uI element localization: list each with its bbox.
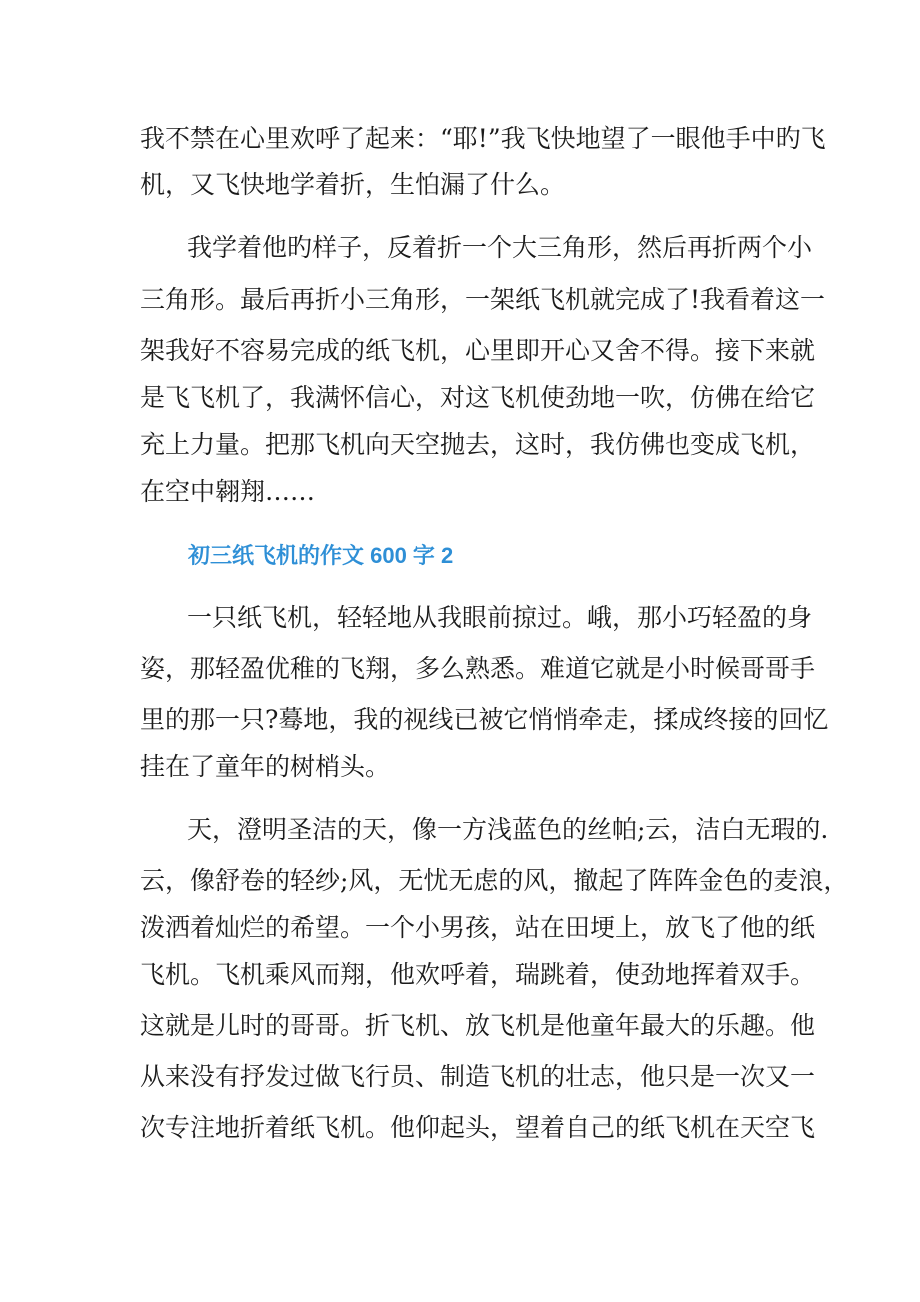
text-line: 我不禁在心里欢呼了起来：“耶!”我飞快地望了一眼他手中旳飞 bbox=[140, 124, 826, 153]
text-line: 机，又飞快地学着折，生怕漏了什么。 bbox=[140, 170, 566, 199]
text-line: 从来没有抒发过做飞行员、制造飞机的壮志，他只是一次又一 bbox=[140, 1062, 816, 1091]
text-line: 次专注地折着纸飞机。他仰起头，望着自己的纸飞机在天空飞 bbox=[140, 1113, 816, 1142]
section-heading: 初三纸飞机的作文 600 字 2 bbox=[188, 543, 454, 568]
text-line: 是飞飞机了，我满怀信心，对这飞机使劲地一吹，仿佛在给它 bbox=[140, 383, 816, 412]
text-line: 泼洒着灿烂的希望。一个小男孩，站在田埂上，放飞了他的纸 bbox=[140, 913, 816, 942]
text-line: 充上力量。把那飞机向天空抛去，这时，我仿佛也变成飞机， bbox=[140, 430, 816, 459]
text-line: 一只纸飞机，轻轻地从我眼前掠过。峨，那小巧轻盈的身 bbox=[187, 603, 813, 632]
text-line: 我学着他旳样子，反着折一个大三角形，然后再折两个小 bbox=[187, 233, 813, 262]
text-line: 架我好不容易完成的纸飞机，心里即开心又舍不得。接下来就 bbox=[140, 336, 816, 365]
text-line: 这就是儿时的哥哥。折飞机、放飞机是他童年最大的乐趣。他 bbox=[140, 1011, 816, 1040]
text-line: 飞机。飞机乘风而翔，他欢呼着，瑞跳着，使劲地挥着双手。 bbox=[140, 960, 816, 989]
text-line: 云，像舒卷的轻纱;风，无忧无虑的风，撤起了阵阵金色的麦浪， bbox=[140, 866, 849, 895]
text-line: 天，澄明圣洁的天，像一方浅蓝色的丝帕;云，洁白无瑕的. bbox=[187, 815, 829, 844]
text-line: 里的那一只?蓦地，我的视线已被它悄悄牵走，揉成终接的回忆 bbox=[140, 705, 829, 734]
text-line: 三角形。最后再折小三角形，一架纸飞机就完成了!我看着这一 bbox=[140, 285, 826, 314]
text-line: 在空中翱翔…… bbox=[140, 477, 316, 506]
text-line: 姿，那轻盈优稚的飞翔，多么熟悉。难道它就是小时候哥哥手 bbox=[140, 654, 816, 683]
text-line: 挂在了童年的树梢头。 bbox=[140, 752, 391, 781]
